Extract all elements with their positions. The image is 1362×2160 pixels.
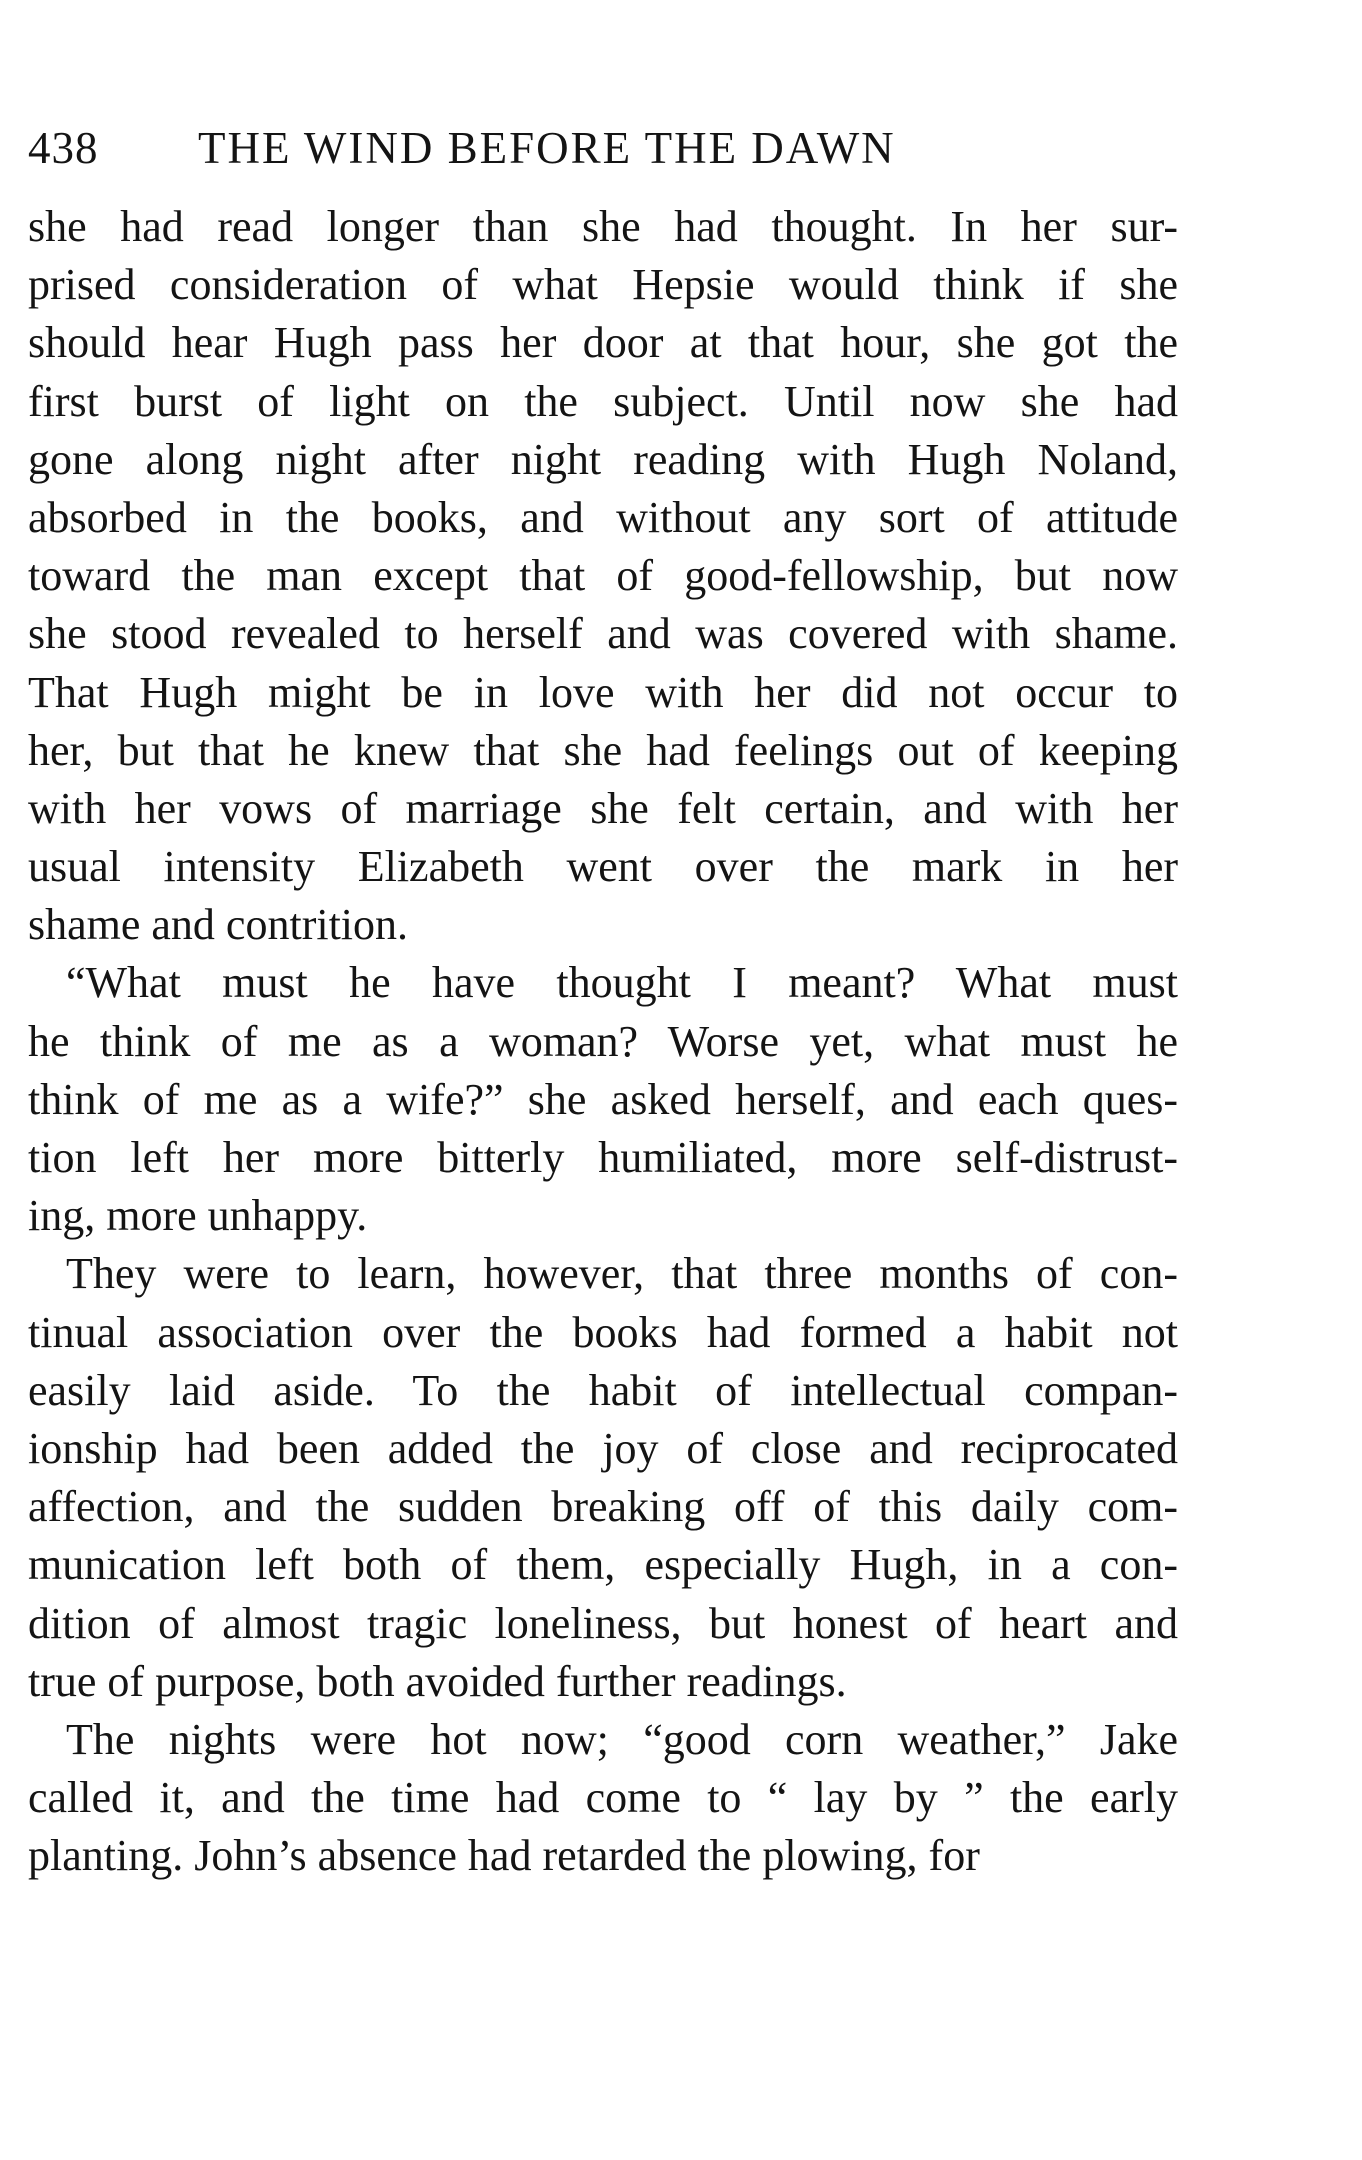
text-line: affection, and the sudden breaking off of this daily com- — [28, 1482, 1178, 1532]
text-line: called it, and the time had come to “ lay by ” the early — [28, 1773, 1178, 1823]
text-line: true of purpose, both avoided further readings. — [28, 1656, 847, 1706]
text-line: think of me as a wife?” she asked herself, and each ques- — [28, 1074, 1178, 1124]
body-text — [28, 198, 1178, 1885]
text-line: with her vows of marriage she felt certain, and with her — [28, 783, 1178, 833]
text-line: That Hugh might be in love with her did not occur to — [28, 667, 1178, 717]
text-line: planting. John’s absence had retarded the plowing, for — [28, 1831, 980, 1881]
text-line: tinual association over the books had formed a habit not — [28, 1307, 1178, 1357]
text-line: first burst of light on the subject. Until now she had — [28, 376, 1178, 426]
text-line: munication left both of them, especially Hugh, in a con- — [28, 1540, 1178, 1590]
text-line: absorbed in the books, and without any sort of attitude — [28, 492, 1178, 542]
text-line: The nights were hot now; “good corn weather,” Jake — [66, 1714, 1178, 1764]
text-line: should hear Hugh pass her door at that hour, she got the — [28, 318, 1178, 368]
page-number: 438 — [28, 123, 99, 173]
paragraph — [28, 1711, 1178, 1886]
text-line: ionship had been added the joy of close and reciprocated — [28, 1423, 1178, 1473]
text-line: shame and contrition. — [28, 900, 409, 950]
text-line: her, but that he knew that she had feelings out of keeping — [28, 725, 1178, 775]
text-line: “What must he have thought I meant? What must — [66, 958, 1178, 1008]
text-line: gone along night after night reading with Hugh Noland, — [28, 434, 1178, 484]
text-line: toward the man except that of good-fellowship, but now — [28, 551, 1178, 601]
text-line: usual intensity Elizabeth went over the mark in her — [28, 842, 1178, 892]
running-head — [28, 118, 1178, 178]
text-line: she stood revealed to herself and was covered with shame. — [28, 609, 1178, 659]
text-line: easily laid aside. To the habit of intellectual compan- — [28, 1365, 1178, 1415]
paragraph — [28, 954, 1178, 1245]
paragraph — [28, 198, 1178, 954]
text-line: dition of almost tragic loneliness, but honest of heart and — [28, 1598, 1178, 1648]
text-line: They were to learn, however, that three months of con- — [66, 1249, 1178, 1299]
text-line: ing, more unhappy. — [28, 1191, 368, 1241]
text-line: he think of me as a woman? Worse yet, what must he — [28, 1016, 1178, 1066]
text-line: prised consideration of what Hepsie would think if she — [28, 260, 1178, 310]
running-title: THE WIND BEFORE THE DAWN — [198, 123, 896, 173]
paragraph — [28, 1245, 1178, 1711]
text-line: she had read longer than she had thought. In her sur- — [28, 202, 1178, 251]
text-line: tion left her more bitterly humiliated, more self-distrust- — [28, 1133, 1178, 1182]
